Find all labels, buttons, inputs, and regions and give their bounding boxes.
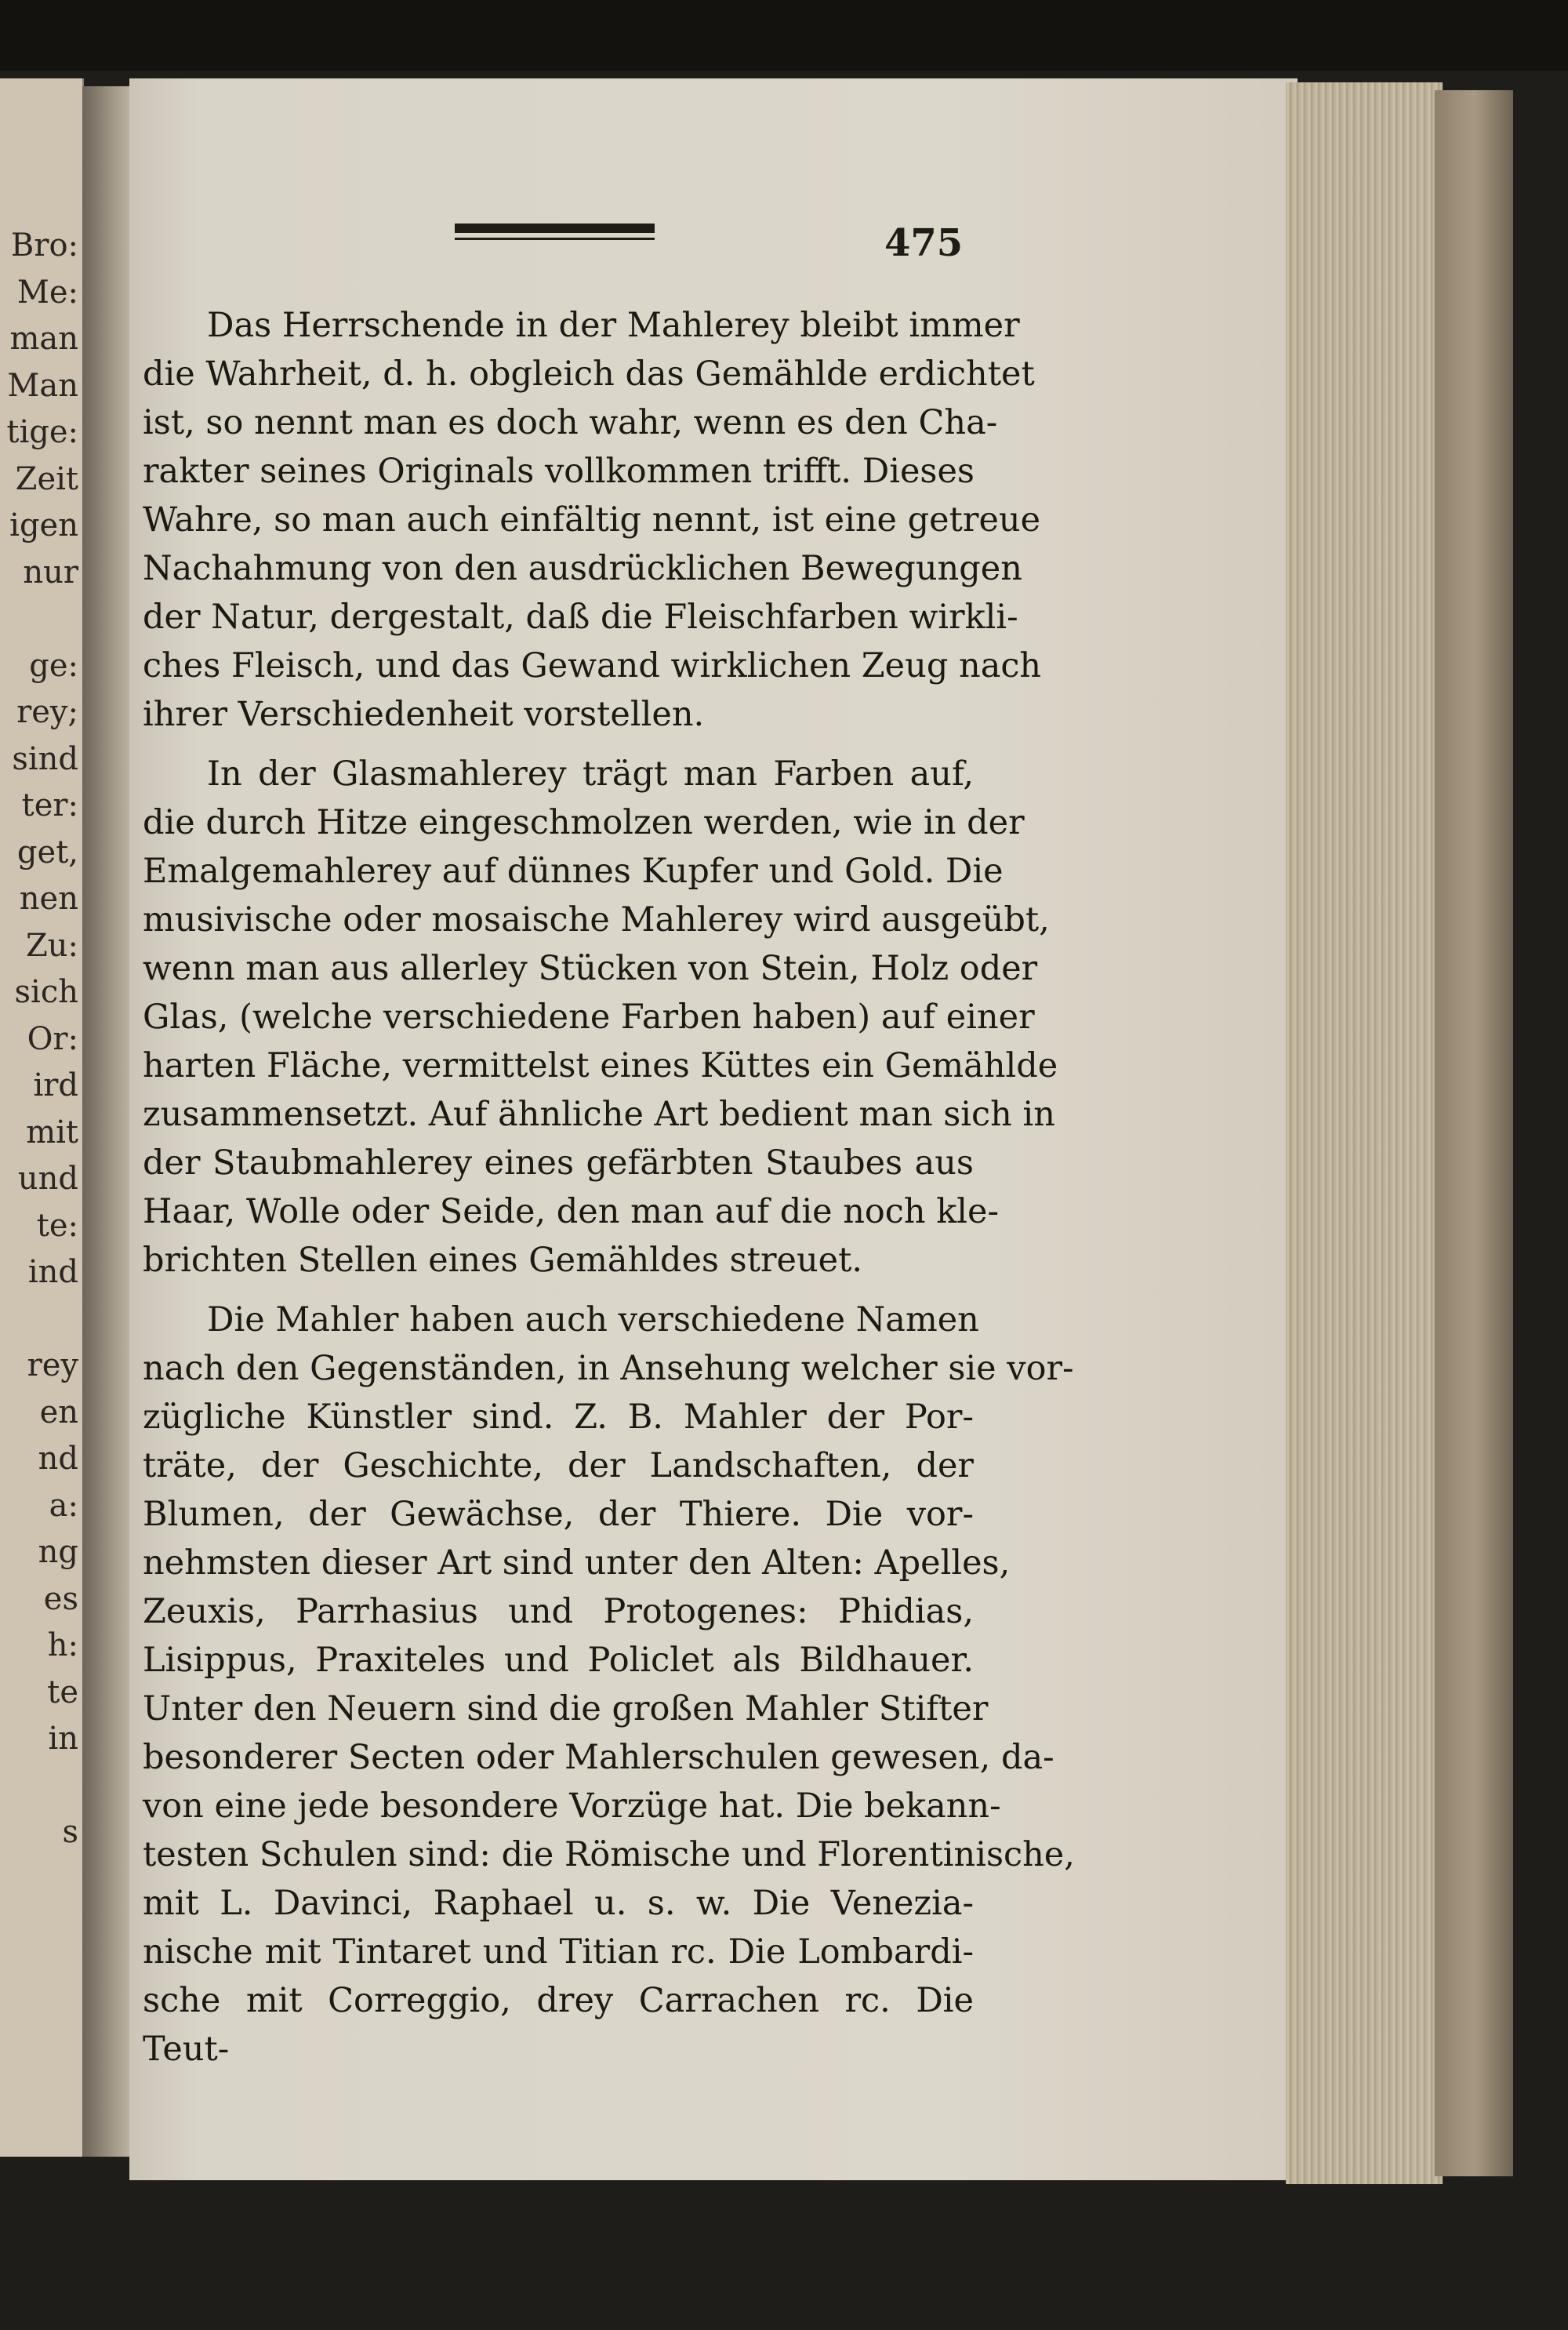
left-page-line: man bbox=[9, 321, 78, 357]
left-page-line: ge: bbox=[29, 647, 78, 684]
text-line: rakter seines Originals vollkommen trifft. Dieses bbox=[143, 452, 975, 491]
dark-background bbox=[0, 0, 1568, 71]
page-body bbox=[143, 301, 1075, 2074]
page-edges bbox=[1286, 82, 1443, 2184]
text-line: der Staubmahlerey eines gefärbten Staubes aus bbox=[143, 1143, 974, 1183]
left-page-line: Or: bbox=[27, 1020, 78, 1057]
text-line: der Natur, dergestalt, daß die Fleischfarben wirkli- bbox=[143, 598, 1018, 637]
left-page-line: en bbox=[39, 1394, 78, 1430]
text-line: von eine jede besondere Vorzüge hat. Die bekann- bbox=[143, 1787, 1001, 1826]
left-page-line: Man bbox=[7, 367, 78, 404]
left-page-line: ird bbox=[33, 1067, 78, 1103]
left-page-line: tige: bbox=[6, 414, 78, 450]
left-page-line: Me: bbox=[16, 274, 78, 311]
text-line: musivische oder mosaische Mahlerey wird ausgeübt, bbox=[143, 900, 1050, 940]
left-page-line: get, bbox=[16, 834, 78, 871]
text-line: sche mit Correggio, drey Carrachen rc. Die bbox=[143, 1981, 974, 2020]
text-line: Haar, Wolle oder Seide, den man auf die noch kle- bbox=[143, 1192, 1000, 1231]
text-line: Teut- bbox=[143, 2030, 230, 2069]
header-rule-thin bbox=[455, 238, 655, 240]
text-line: mit L. Davinci, Raphael u. s. w. Die Venezia- bbox=[143, 1884, 974, 1923]
text-line: die durch Hitze eingeschmolzen werden, wie in der bbox=[143, 803, 1025, 842]
text-line: besonderer Secten oder Mahlerschulen gewesen, da- bbox=[143, 1738, 1054, 1777]
page-number: 475 bbox=[884, 221, 964, 265]
text-line: Blumen, der Gewächse, der Thiere. Die vor- bbox=[143, 1495, 974, 1534]
text-line: Zeuxis, Parrhasius und Protogenes: Phidias, bbox=[143, 1592, 974, 1631]
left-page-line: ng bbox=[38, 1534, 78, 1570]
text-line: Wahre, so man auch einfältig nennt, ist eine getreue bbox=[143, 500, 1041, 540]
text-line: nische mit Tintaret und Titian rc. Die Lombardi- bbox=[143, 1932, 974, 1972]
text-line: ist, so nennt man es doch wahr, wenn es den Cha- bbox=[143, 403, 998, 442]
left-page-line: Zu: bbox=[25, 927, 78, 964]
paragraph-gap bbox=[143, 1285, 974, 1296]
paragraph-gap bbox=[143, 739, 974, 750]
left-page-line: nd bbox=[38, 1441, 78, 1477]
text-line: zusammensetzt. Auf ähnliche Art bedient man sich in bbox=[143, 1095, 1055, 1134]
text-line: Lisippus, Praxiteles und Policlet als Bildhauer. bbox=[143, 1641, 974, 1680]
text-line: wenn man aus allerley Stücken von Stein, Holz oder bbox=[143, 949, 1038, 988]
left-page-line: sind bbox=[12, 740, 78, 777]
text-line: Das Herrschende in der Mahlerey bleibt immer bbox=[207, 306, 1020, 345]
left-page-line: es bbox=[43, 1580, 78, 1617]
left-page-line: ter: bbox=[21, 787, 78, 823]
left-page-fragment bbox=[0, 78, 84, 2157]
text-line: Glas, (welche verschiedene Farben haben) auf einer bbox=[143, 998, 1035, 1037]
left-page-line: te: bbox=[36, 1207, 78, 1244]
left-page-line: nen bbox=[19, 881, 78, 917]
left-page-line: rey; bbox=[16, 694, 78, 730]
text-line: testen Schulen sind: die Römische und Florentinische, bbox=[143, 1835, 1075, 1874]
book-cover-edge bbox=[1435, 90, 1513, 2176]
text-line: In der Glasmahlerey trägt man Farben auf, bbox=[207, 754, 974, 794]
left-page-line: rey bbox=[27, 1347, 78, 1383]
header-rule bbox=[455, 224, 655, 233]
left-page-line: h: bbox=[47, 1627, 78, 1663]
text-line: Unter den Neuern sind die großen Mahler Stifter bbox=[143, 1689, 989, 1728]
left-page-line: mit bbox=[26, 1114, 78, 1150]
text-line: ches Fleisch, und das Gewand wirklichen Zeug nach bbox=[143, 646, 1042, 685]
left-page-line: a: bbox=[49, 1487, 78, 1524]
text-line: harten Fläche, vermittelst eines Küttes ein Gemählde bbox=[143, 1046, 1058, 1085]
left-page-line: sich bbox=[14, 974, 78, 1010]
paragraph bbox=[143, 1296, 1075, 2074]
text-line: Die Mahler haben auch verschiedene Namen bbox=[207, 1300, 979, 1339]
text-line: Emalgemahlerey auf dünnes Kupfer und Gold. Die bbox=[143, 852, 1004, 891]
text-line: ihrer Verschiedenheit vorstellen. bbox=[143, 695, 705, 734]
left-page-line: Bro: bbox=[10, 227, 78, 264]
left-page-line: Zeit bbox=[15, 460, 78, 497]
text-line: nehmsten dieser Art sind unter den Alten: Apelles, bbox=[143, 1543, 1011, 1583]
left-page-line: ind bbox=[27, 1254, 78, 1290]
text-line: Nachahmung von den ausdrücklichen Bewegungen bbox=[143, 549, 1022, 588]
text-line: nach den Gegenständen, in Ansehung welcher sie vor- bbox=[143, 1349, 1074, 1388]
paragraph bbox=[143, 750, 1058, 1285]
text-line: brichten Stellen eines Gemähldes streuet. bbox=[143, 1241, 863, 1280]
text-line: die Wahrheit, d. h. obgleich das Gemählde erdichtet bbox=[143, 354, 1035, 394]
left-page-line: in bbox=[48, 1721, 78, 1757]
left-page-line: und bbox=[17, 1161, 78, 1197]
left-page-line: te bbox=[47, 1674, 78, 1710]
left-page-line: igen bbox=[9, 507, 78, 543]
paragraph bbox=[143, 301, 1042, 739]
left-page-line: nur bbox=[23, 554, 78, 591]
text-line: zügliche Künstler sind. Z. B. Mahler der Por- bbox=[143, 1398, 974, 1437]
text-line: träte, der Geschichte, der Landschaften, der bbox=[143, 1446, 974, 1485]
left-page-line: s bbox=[62, 1814, 78, 1850]
